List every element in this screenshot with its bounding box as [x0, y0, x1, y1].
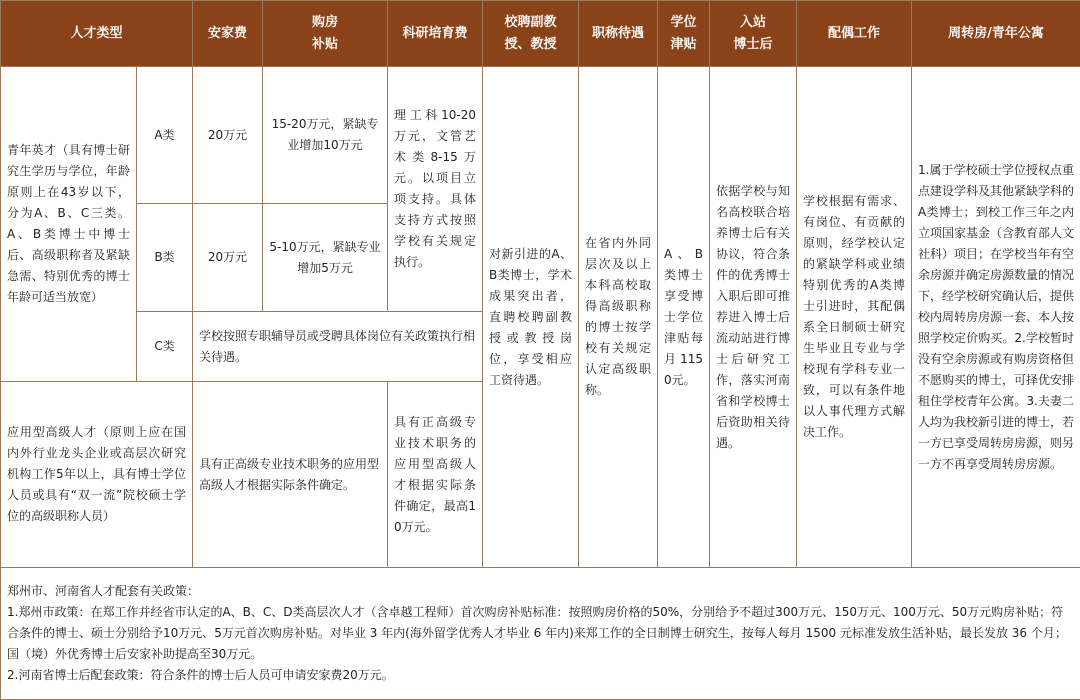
footer-zhengzhou-policy: 1.郑州市政策：在郑工作并经省市认定的A、B、C、D类高层次人才（含卓越工程师）首次购房补贴标准：按照购房价格的50%，分别给予不超过300万元、150万元、100万元、50万元购房补贴；符合条件的博士、硕士分别给予10万元、5万元首次购房补贴。对毕业 3 年内(海外留学优秀人才毕业 6 年内)来郑工作的全日制博士研究生，按每人每月 1500 元标准发放生活补贴，最长发放 36 个月；国（境）外优秀博士后安家补助提高至30万元。 [7, 602, 1074, 665]
young-b-settlement: 20万元 [193, 204, 263, 312]
postdoc-policy: 依据学校与知名高校联合培养博士后有关协议，符合条件的优秀博士入职后即可推荐进入博士后流动站进行博士后研究工作，落实河南省和学校博士后资助相关待遇。 [710, 67, 797, 568]
title-treatment-policy: 在省内外同层次及以上本科高校取得高级职称的博士按学校有关规定认定高级职称。 [579, 67, 658, 568]
professor-policy: 对新引进的A、B类博士，学术成果突出者，直聘校聘副教授或教授岗位，享受相应工资待遇。 [483, 67, 579, 568]
header-housing: 购房 补贴 [263, 1, 388, 67]
footer-row [1, 568, 1080, 700]
applied-talent-desc: 应用型高级人才（原则上应在国内外行业龙头企业或高层次研究机构工作5年以上，具有博士学位人员或具有“双一流”院校硕士学位的高级职称人员） [1, 382, 193, 568]
applied-settlement-housing: 具有正高级专业技术职务的应用型高级人才根据实际条件确定。 [193, 382, 388, 568]
spouse-policy: 学校根据有需求、有岗位、有贡献的原则，经学校认定的紧缺学科或业绩特别优秀的A类博士引进时，其配偶系全日制硕士研究生毕业且专业与学校现有学科专业一致，可以有条件地以人事代理方式解决工作。 [797, 67, 912, 568]
header-talent-type: 人才类型 [1, 1, 193, 67]
header-apartment: 周转房/青年公寓 [912, 1, 1080, 67]
degree-allowance-policy: A、B类博士享受博士学位津贴每月1150元。 [658, 67, 710, 568]
row-young-a [1, 67, 1080, 204]
header-title-treatment: 职称待遇 [579, 1, 658, 67]
header-spouse: 配偶工作 [797, 1, 912, 67]
header-research: 科研培育费 [388, 1, 483, 67]
young-c-text: 学校按照专职辅导员或受聘具体岗位有关政策执行相关待遇。 [193, 312, 483, 382]
young-ab-research: 理工科10-20万元，文管艺术类8-15万元。以项目立项支持。具体支持方式按照学校有关规定执行。 [388, 67, 483, 312]
header-settlement: 安家费 [193, 1, 263, 67]
young-talent-desc: 青年英才（具有博士研究生学历与学位，年龄原则上在43岁以下，分为A、B、C三类。A、B类博士中博士后、高级职称者及紧缺急需、特别优秀的博士年龄可适当放宽） [1, 67, 137, 382]
header-row [1, 1, 1080, 67]
footer-title: 郑州市、河南省人才配套有关政策： [7, 581, 1074, 602]
applied-research: 具有正高级专业技术职务的应用型高级人才根据实际条件确定，最高10万元。 [388, 382, 483, 568]
young-b-housing: 5-10万元，紧缺专业增加5万元 [263, 204, 388, 312]
header-degree-allowance: 学位 津贴 [658, 1, 710, 67]
young-c-label: C类 [137, 312, 193, 382]
young-a-housing: 15-20万元，紧缺专业增加10万元 [263, 67, 388, 204]
header-postdoc: 入站 博士后 [710, 1, 797, 67]
footer-policies [1, 568, 1080, 700]
young-a-settlement: 20万元 [193, 67, 263, 204]
header-professor: 校聘副教 授、教授 [483, 1, 579, 67]
footer-henan-policy: 2.河南省博士后配套政策：符合条件的博士后人员可申请安家费20万元。 [7, 665, 1074, 686]
apartment-policy: 1.属于学校硕士学位授权点重点建设学科及其他紧缺学科的A类博士；到校工作三年之内立项国家基金（含教育部人文社科）项目；在学校当年有空余房源并确定房源数量的情况下，经学校研究确认后，提供校内周转房房源一套、本人按照学校定价购买。2.学校暂时没有空余房源或有购房资格但不愿购买的博士，可择优安排租住学校青年公寓。3.夫妻二人均为我校新引进的博士，若一方已享受周转房房源，则另一方不再享受周转房房源。 [912, 67, 1080, 568]
young-a-label: A类 [137, 67, 193, 204]
young-b-label: B类 [137, 204, 193, 312]
